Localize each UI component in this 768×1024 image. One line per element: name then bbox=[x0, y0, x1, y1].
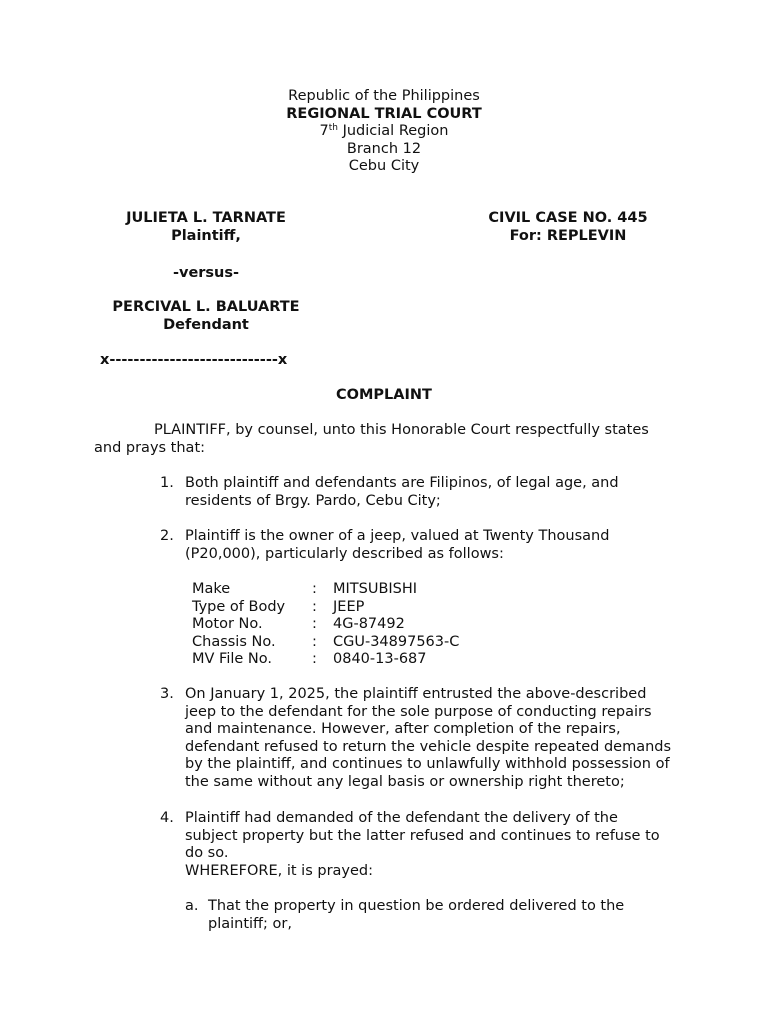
allegation-text: Plaintiff had demanded of the defendant the delivery of the subject property but the latter refused and continues to refuse to do so. bbox=[185, 810, 660, 861]
vehicle-separator: : bbox=[312, 633, 317, 650]
prayer-text: That the property in question be ordered delivered to the plaintiff; or, bbox=[208, 898, 625, 932]
caption-divider: x----------------------------x bbox=[100, 352, 288, 368]
vehicle-separator: : bbox=[312, 616, 317, 632]
vehicle-field-label: Make bbox=[192, 581, 231, 597]
allegation-text: On January 1, 2025, the plaintiff entrusted the above-described jeep to the defendant for the sole purpose of conducting repairs and maintenance. However, after completion of the repairs, defendant refused to return the vehicle despite repeated demands by the plaintiff, and continues to unlawfully withhold possession of the same without any legal basis or ownership right thereto; bbox=[185, 686, 672, 790]
allegation-number: 4. bbox=[160, 810, 174, 826]
vehicle-separator: : bbox=[312, 581, 317, 597]
allegation-item bbox=[160, 475, 675, 510]
plaintiff-block bbox=[96, 210, 316, 245]
vehicle-row bbox=[192, 651, 459, 669]
case-block bbox=[468, 210, 668, 245]
allegation-item bbox=[160, 528, 675, 563]
judicial-region: 7th Judicial Region bbox=[319, 123, 449, 139]
allegation-text: Plaintiff is the owner of a jeep, valued at Twenty Thousand (P20,000), particularly described as follows: bbox=[185, 528, 610, 562]
defendant-label: Defendant bbox=[163, 316, 249, 333]
case-number: CIVIL CASE NO. 445 bbox=[488, 210, 648, 226]
case-nature: For: REPLEVIN bbox=[509, 227, 627, 244]
branch-line: Branch 12 bbox=[346, 140, 422, 157]
republic-line: Republic of the Philippines bbox=[288, 88, 480, 104]
vehicle-separator: : bbox=[312, 598, 317, 615]
versus-label: -versus- bbox=[172, 265, 240, 281]
city-line: Cebu City bbox=[348, 158, 420, 174]
vehicle-field-value: JEEP bbox=[333, 598, 365, 615]
vehicle-field-value: MITSUBISHI bbox=[333, 581, 418, 597]
allegation-number: 2. bbox=[160, 528, 174, 544]
plaintiff-label: Plaintiff, bbox=[171, 227, 241, 244]
prayer-letter: a. bbox=[185, 898, 199, 914]
vehicle-field-label: Chassis No. bbox=[192, 633, 276, 650]
plaintiff-name: JULIETA L. TARNATE bbox=[126, 210, 286, 226]
intro-paragraph: PLAINTIFF, by counsel, unto this Honorable Court respectfully states and prays that: bbox=[94, 422, 649, 456]
vehicle-field-value: 4G-87492 bbox=[333, 616, 405, 632]
vehicle-field-value: CGU-34897563-C bbox=[333, 633, 460, 650]
allegation-number: 1. bbox=[160, 475, 174, 491]
allegation-item bbox=[160, 810, 675, 863]
vehicle-field-label: MV File No. bbox=[192, 651, 272, 667]
vehicle-row bbox=[192, 599, 459, 617]
vehicle-row bbox=[192, 581, 459, 599]
defendant-block bbox=[96, 299, 316, 334]
document-title: COMPLAINT bbox=[336, 387, 432, 403]
defendant-name: PERCIVAL L. BALUARTE bbox=[112, 299, 300, 315]
vehicle-field-label: Motor No. bbox=[192, 616, 263, 632]
allegation-item bbox=[160, 686, 675, 791]
vehicle-field-label: Type of Body bbox=[192, 598, 286, 615]
vehicle-separator: : bbox=[312, 651, 317, 667]
allegation-text: Both plaintiff and defendants are Filipinos, of legal age, and residents of Brgy. Pardo, Cebu City; bbox=[185, 475, 619, 509]
vehicle-description-table bbox=[192, 581, 459, 669]
vehicle-row bbox=[192, 634, 459, 652]
allegation-number: 3. bbox=[160, 686, 174, 702]
court-name: REGIONAL TRIAL COURT bbox=[286, 105, 482, 122]
wherefore-clause: WHEREFORE, it is prayed: bbox=[185, 863, 374, 879]
vehicle-field-value: 0840-13-687 bbox=[333, 651, 427, 667]
court-header bbox=[0, 88, 768, 176]
vehicle-row bbox=[192, 616, 459, 634]
prayer-item bbox=[185, 898, 675, 933]
